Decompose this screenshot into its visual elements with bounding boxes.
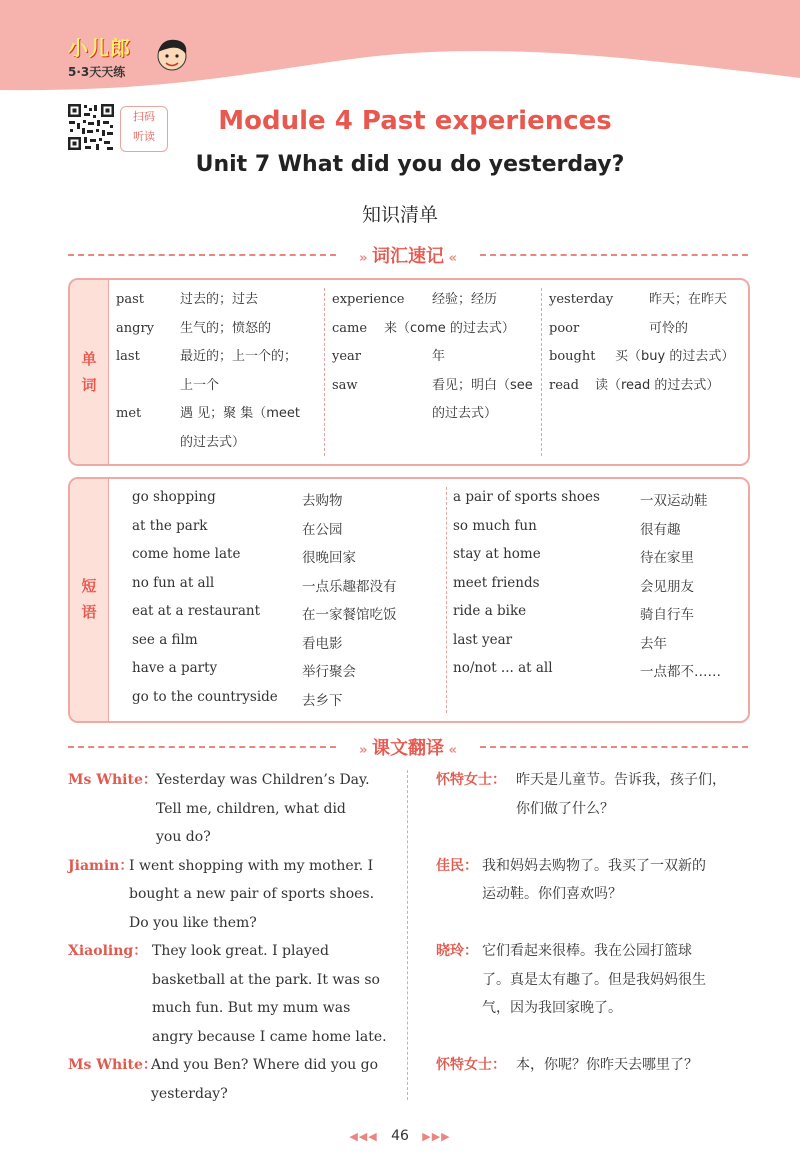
vocab-word: last xyxy=(116,349,140,364)
phrase-zh: 会见朋友 xyxy=(640,578,694,595)
vocab-meaning: 生气的；愤怒的 xyxy=(180,320,272,336)
dialogue-line: 你们做了什么？ xyxy=(516,800,614,817)
speaker-name: 佳民： xyxy=(436,857,478,874)
vocab-word: past xyxy=(116,292,144,307)
vocab-word: yesterday xyxy=(549,292,614,307)
vocab-meaning: 来（come 的过去式） xyxy=(384,320,515,336)
vocab-word: came xyxy=(332,320,368,336)
vocab-heading: 词汇速记 xyxy=(372,246,444,267)
dialogue-line: They look great. I played xyxy=(152,943,330,959)
phrase-en: last year xyxy=(453,631,513,648)
dialogue-line: much fun. But my mum was xyxy=(152,1000,351,1016)
vocab-meaning: 年 xyxy=(432,349,446,364)
phrase-en: see a film xyxy=(132,631,198,648)
brand-logo xyxy=(68,32,131,80)
vocab-box xyxy=(68,278,750,466)
speaker-name: Jiamin： xyxy=(68,857,134,874)
module-title: Module 4 Past experiences xyxy=(218,106,612,136)
translation-heading: 课文翻译 xyxy=(372,738,444,759)
phrase-zh: 一双运动鞋 xyxy=(640,493,708,509)
phrase-en: meet friends xyxy=(453,574,540,591)
speaker-name: 晓玲： xyxy=(436,943,478,959)
phrase-zh: 骑自行车 xyxy=(640,607,694,623)
vocab-word: year xyxy=(332,349,362,364)
vocab-meaning: 遇 见；聚 集（meet xyxy=(180,406,301,421)
dialogue-line: bought a new pair of sports shoes. xyxy=(129,886,375,902)
phrase-zh: 很有趣 xyxy=(640,521,681,538)
vocab-meaning: 最近的；上一个的； xyxy=(180,349,298,364)
phrase-en: so much fun xyxy=(453,517,537,534)
vocab-side-char-1: 单 xyxy=(81,350,97,368)
dialogue-line: Tell me, children, what did xyxy=(156,800,346,817)
knowledge-title: 知识清单 xyxy=(361,204,438,226)
phrase-zh: 去年 xyxy=(640,635,667,652)
phrase-en: a pair of sports shoes xyxy=(453,489,600,505)
speaker-name: Ms White： xyxy=(68,772,157,788)
speaker-name: 怀特女士： xyxy=(436,1057,506,1073)
phrase-en: no fun at all xyxy=(132,574,215,591)
phrase-zh: 举行聚会 xyxy=(302,664,356,680)
phrase-side-char-1: 短 xyxy=(81,577,97,595)
phrase-en: ride a bike xyxy=(453,603,527,619)
dialogue-line: Do you like them? xyxy=(129,914,257,931)
dialogue-line: I went shopping with my mother. I xyxy=(129,857,374,874)
dialogue-line: Yesterday was Children’s Day. xyxy=(156,772,370,788)
vocab-meaning: 可怜的 xyxy=(649,320,689,336)
right-arrows-icon: » xyxy=(359,743,372,758)
column-divider xyxy=(407,770,408,1100)
dialogue-line: 了。真是太有趣了。但是我妈妈很生 xyxy=(482,971,706,988)
page-number: 46 xyxy=(391,1128,409,1144)
phrase-zh: 在公园 xyxy=(302,521,343,538)
phrase-en: come home late xyxy=(132,546,241,562)
dialogue-line: 本，你呢？你昨天去哪里了？ xyxy=(516,1057,698,1073)
phrase-en: go shopping xyxy=(132,489,216,505)
speaker-name: Ms White： xyxy=(68,1057,157,1073)
phrase-en: no/not ... at all xyxy=(453,660,553,676)
dialogue-line: yesterday? xyxy=(151,1085,228,1102)
phrase-zh: 待在家里 xyxy=(640,550,694,566)
vocab-meaning: 上一个 xyxy=(180,377,220,393)
vocab-meaning: 过去的；过去 xyxy=(180,292,259,307)
vocab-word: bought xyxy=(549,349,596,364)
vocab-meaning: 读（read 的过去式） xyxy=(595,377,720,393)
vocab-word: angry xyxy=(116,320,155,336)
vocab-word: experience xyxy=(332,292,405,307)
speaker-name: 怀特女士： xyxy=(436,772,506,788)
brand-logo-title: 小儿郎 xyxy=(68,36,131,60)
prev-arrows-icon: ◀◀◀ xyxy=(349,1130,378,1143)
vocab-side-char-2: 词 xyxy=(81,376,97,394)
vocab-meaning: 看见；明白（see xyxy=(432,377,533,393)
phrase-en: have a party xyxy=(132,660,218,676)
vocab-meaning: 买（buy 的过去式） xyxy=(615,349,735,364)
vocab-side-label xyxy=(70,280,109,464)
dialogue-line: you do? xyxy=(156,829,211,845)
mascot-icon xyxy=(150,34,194,78)
phrase-zh: 一点乐趣都没有 xyxy=(302,578,397,595)
dialogue-line: 运动鞋。你们喜欢吗？ xyxy=(482,886,622,902)
dialogue-line: angry because I came home late. xyxy=(152,1028,387,1045)
left-arrows-icon: « xyxy=(444,251,457,266)
phrase-en: go to the countryside xyxy=(132,688,278,705)
vocab-meaning: 昨天；在昨天 xyxy=(649,292,728,307)
speaker-name: Xiaoling： xyxy=(68,943,148,959)
vocab-word: read xyxy=(549,377,579,393)
vocab-meaning: 的过去式） xyxy=(432,406,498,421)
right-arrows-icon: » xyxy=(359,251,372,266)
phrase-box xyxy=(68,477,750,723)
dialogue-line: 气，因为我回家晚了。 xyxy=(482,1000,622,1016)
left-arrows-icon: « xyxy=(444,743,457,758)
vocab-word: poor xyxy=(549,320,580,336)
phrase-en: at the park xyxy=(132,517,208,534)
phrase-zh: 去购物 xyxy=(302,493,343,509)
vocab-meaning: 经验；经历 xyxy=(432,292,498,307)
phrase-en: eat at a restaurant xyxy=(132,603,261,619)
brand-logo-subtitle: 5·3天天练 xyxy=(68,65,126,79)
vocab-word: saw xyxy=(332,377,358,393)
phrase-en: stay at home xyxy=(453,546,541,562)
phrase-side-label xyxy=(70,479,109,721)
dialogue-line: 它们看起来很棒。我在公园打篮球 xyxy=(482,943,692,959)
dialogue-line: 昨天是儿童节。告诉我，孩子们， xyxy=(516,772,726,788)
phrase-zh: 在一家餐馆吃饭 xyxy=(302,607,397,623)
translation-heading-divider xyxy=(68,734,748,758)
dialogue-line: And you Ben? Where did you go xyxy=(151,1057,379,1073)
vocab-meaning: 的过去式） xyxy=(180,434,246,450)
vocab-word: met xyxy=(116,406,142,421)
phrase-zh: 一点都不…… xyxy=(640,664,721,680)
unit-title: Unit 7 What did you do yesterday? xyxy=(195,152,625,177)
phrase-zh: 看电影 xyxy=(302,635,343,652)
dialogue-line: basketball at the park. It was so xyxy=(152,971,380,988)
next-arrows-icon: ▶▶▶ xyxy=(422,1130,451,1143)
dialogue-line: 我和妈妈去购物了。我买了一双新的 xyxy=(482,857,706,874)
vocab-heading-divider xyxy=(68,242,748,266)
page-footer xyxy=(0,1128,800,1144)
phrase-zh: 很晚回家 xyxy=(302,550,356,566)
phrase-zh: 去乡下 xyxy=(302,692,343,709)
scan-label-line2: 听读 xyxy=(133,130,155,143)
scan-label-line1: 扫码 xyxy=(133,110,155,123)
phrase-side-char-2: 语 xyxy=(81,603,97,621)
